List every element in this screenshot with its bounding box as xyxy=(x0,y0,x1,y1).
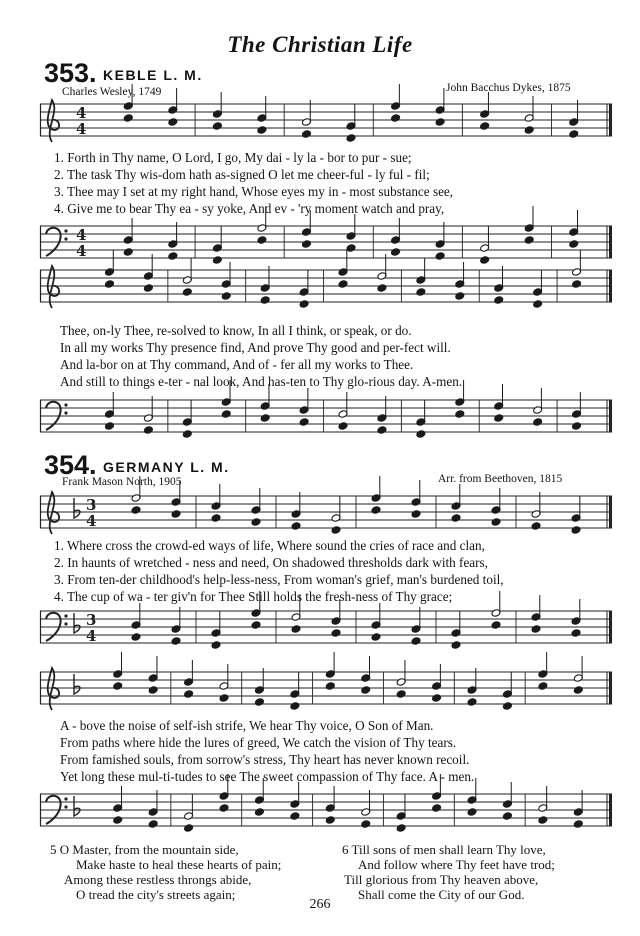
hymn-number: 353. xyxy=(44,58,97,88)
stanza-5-line: 5 O Master, from the mountain side, xyxy=(50,842,239,857)
tune-name: GERMANY L. M. xyxy=(103,459,230,475)
lyric-line: 4. The cup of wa - ter giv'n for Thee Still holds the fresh-ness of Thy grace; xyxy=(54,589,453,604)
stanza-6-line: Till glorious from Thy heaven above, xyxy=(344,872,539,887)
lyric-line: From famished souls, from sorrow's stress, Thy heart has never known recoil. xyxy=(60,752,470,767)
lyric-line: 1. Where cross the crowd-ed ways of life, Where sound the cries of race and clan, xyxy=(54,538,485,553)
music-staff xyxy=(40,396,612,442)
svg-text:4: 4 xyxy=(86,512,97,530)
lyric-line: 3. Thee may I set at my right hand, Whose eyes my in - most substance see, xyxy=(54,184,454,199)
svg-text:4: 4 xyxy=(76,242,87,260)
lyric-line: 1. Forth in Thy name, O Lord, I go, My dai - ly la - bor to pur - sue; xyxy=(54,150,412,165)
svg-text:3: 3 xyxy=(86,496,97,514)
music-staff xyxy=(40,607,612,653)
lyric-line: 3. From ten-der childhood's help-less-ness, From woman's grief, man's burdened toil, xyxy=(54,572,504,587)
stanza-6-line: And follow where Thy feet have trod; xyxy=(358,857,555,872)
music-staff xyxy=(40,668,612,714)
lyric-line: From paths where hide the lures of greed, We catch the vision of Thy tears. xyxy=(60,735,457,750)
lyric-line: 2. The task Thy wis-dom hath as-signed O let me cheer-ful - ly ful - fil; xyxy=(54,167,430,182)
page-number: 266 xyxy=(309,897,331,912)
lyric-line: Yet long these mul-ti-tudes to see The sweet compassion of Thy face. A - men. xyxy=(60,769,475,784)
stanza-5-line: Make haste to heal these hearts of pain; xyxy=(76,857,282,872)
lyric-line: Thee, on-ly Thee, re-solved to know, In all I think, or speak, or do. xyxy=(60,323,412,338)
svg-text:4: 4 xyxy=(86,627,97,645)
svg-text:3: 3 xyxy=(86,611,97,629)
music-staff xyxy=(40,790,612,836)
svg-text:4: 4 xyxy=(76,226,87,244)
page-title: The Christian Life xyxy=(227,32,413,57)
lyric-line: And still to things e-ter - nal look, And has-ten to Thy glo-rious day. A-men. xyxy=(60,374,463,389)
svg-text:4: 4 xyxy=(76,104,87,122)
stanza-5-line: O tread the city's streets again; xyxy=(76,887,236,902)
stanza-6-line: Shall come the City of our God. xyxy=(358,887,525,902)
svg-text:4: 4 xyxy=(76,120,87,138)
stanza-5-line: Among these restless throngs abide, xyxy=(64,872,252,887)
stanza-6-line: 6 Till sons of men shall learn Thy love, xyxy=(342,842,546,857)
composer-credit: John Bacchus Dykes, 1875 xyxy=(446,82,571,94)
lyric-line: A - bove the noise of self-ish strife, We hear Thy voice, O Son of Man. xyxy=(60,718,434,733)
author-credit: Charles Wesley, 1749 xyxy=(62,86,162,98)
lyric-line: 2. In haunts of wretched - ness and need, On shadowed thresholds dark with fears, xyxy=(54,555,488,570)
lyric-line: And la-bor on at Thy command, And of - fer all my works to Thee. xyxy=(60,357,414,372)
lyric-line: In all my works Thy presence find, And prove Thy good and per-fect will. xyxy=(60,340,451,355)
lyric-line: 4. Give me to bear Thy ea - sy yoke, And ev - 'ry moment watch and pray, xyxy=(54,201,445,216)
author-credit: Frank Mason North, 1905 xyxy=(62,476,182,488)
tune-name: KEBLE L. M. xyxy=(103,67,203,83)
music-staff xyxy=(40,222,612,268)
music-staff xyxy=(40,492,612,538)
music-staff xyxy=(40,100,612,146)
hymn-number: 354. xyxy=(44,450,97,480)
composer-credit: Arr. from Beethoven, 1815 xyxy=(438,473,563,485)
music-staff xyxy=(40,266,612,312)
